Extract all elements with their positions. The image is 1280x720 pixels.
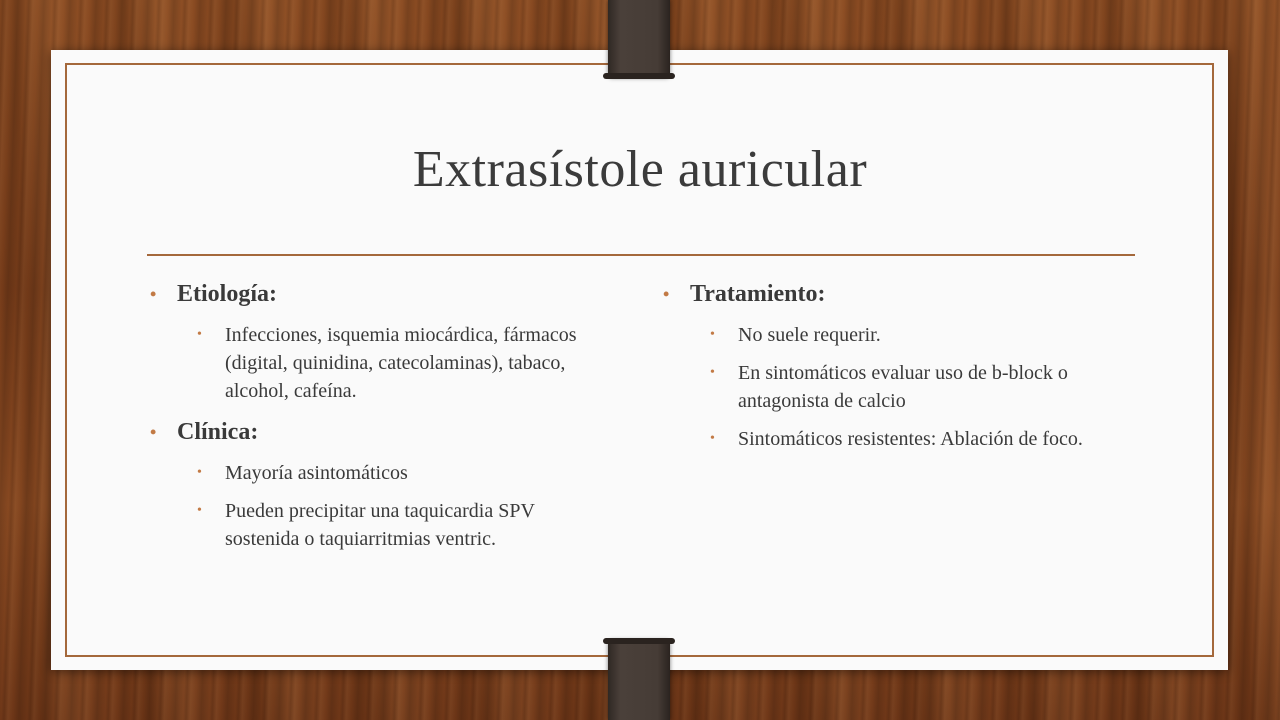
bullet-icon: • (710, 365, 715, 380)
item-text: No suele requerir. (738, 324, 881, 346)
bullet-icon: • (197, 327, 202, 342)
bullet-heading-clinica (147, 415, 607, 449)
item-text: Infecciones, isquemia miocárdica, fármacos (digital, quinidina, catecolaminas), tabaco, alcohol, cafeína. (225, 324, 577, 402)
bullet-heading-etiologia (147, 277, 607, 311)
bullet-icon: • (710, 327, 715, 342)
top-strap (608, 0, 670, 78)
heading-text: Clínica: (177, 419, 259, 445)
bullet-icon: • (197, 503, 202, 518)
left-column (147, 277, 607, 563)
heading-text: Tratamiento: (690, 281, 826, 307)
bullet-icon: • (150, 422, 157, 442)
bullet-item (660, 321, 1120, 349)
top-strap-cap (603, 73, 675, 79)
bullet-item (660, 425, 1120, 453)
bullet-heading-tratamiento (660, 277, 1120, 311)
bullet-item (660, 359, 1120, 415)
bullet-item (147, 459, 607, 487)
item-text: Sintomáticos resistentes: Ablación de foco. (738, 428, 1083, 450)
bullet-icon: • (197, 465, 202, 480)
bottom-strap-cap (603, 638, 675, 644)
heading-text: Etiología: (177, 281, 277, 307)
bullet-icon: • (150, 284, 157, 304)
bottom-strap (608, 640, 670, 720)
bullet-icon: • (663, 284, 670, 304)
slide-title: Extrasístole auricular (412, 141, 868, 198)
item-text: Mayoría asintomáticos (225, 462, 408, 484)
title-divider (147, 254, 1135, 256)
right-column (660, 277, 1120, 463)
bullet-item (147, 497, 607, 553)
bullet-icon: • (710, 431, 715, 446)
item-text: Pueden precipitar una taquicardia SPV sostenida o taquiarritmias ventric. (225, 500, 535, 550)
item-text: En sintomáticos evaluar uso de b-block o antagonista de calcio (738, 362, 1068, 412)
bullet-item (147, 321, 607, 405)
